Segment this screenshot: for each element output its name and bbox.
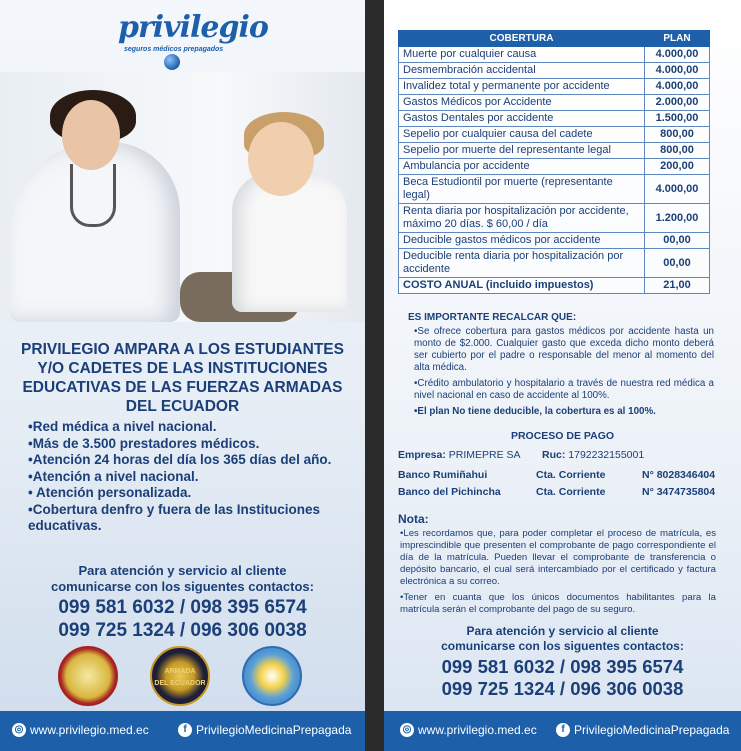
coverage-item: Muerte por cualquier causa (399, 47, 645, 63)
list-item: •Cobertura denfro y fuera de las Instituciones educativas. (28, 501, 321, 533)
list-item: •Atención 24 horas del día los 365 días del año. (28, 452, 332, 467)
coverage-item: Renta diaria por hospitalización por accidente, máximo 20 días. $ 60,00 / día (399, 204, 645, 233)
emblem-text: DEL ECUADOR (154, 680, 206, 687)
footer-bar (0, 711, 365, 751)
plan-value: 800,00 (645, 127, 710, 143)
account-number: N° 3474735804 (642, 486, 716, 498)
total-value: 21,00 (645, 278, 710, 294)
important-list (414, 326, 714, 422)
right-brochure-panel (384, 0, 741, 751)
list-item: •El plan No tiene deducible, la cobertura es al 100%. (414, 406, 656, 417)
empresa-label: Empresa: (398, 449, 446, 461)
list-item: • Atención personalizada. (28, 485, 192, 500)
facebook-link[interactable] (556, 723, 729, 737)
bank-name: Banco Rumiñahui (398, 469, 488, 481)
website-link[interactable] (12, 723, 149, 737)
plan-value: 4.000,00 (645, 79, 710, 95)
plan-value: 200,00 (645, 159, 710, 175)
contact-intro-line: Para atención y servicio al cliente (78, 563, 287, 578)
plan-value: 4.000,00 (645, 47, 710, 63)
account-type: Cta. Corriente (536, 469, 606, 481)
table-row (399, 204, 710, 233)
army-emblem-icon (58, 646, 118, 706)
table-row (399, 95, 710, 111)
table-row (399, 127, 710, 143)
facebook-link[interactable] (178, 723, 351, 737)
nota-title: Nota: (398, 512, 429, 526)
plan-value: 800,00 (645, 143, 710, 159)
coverage-table-body (399, 47, 710, 294)
facebook-text: PrivilegioMedicinaPrepagada (196, 723, 352, 737)
facebook-icon: f (178, 723, 192, 737)
contact-intro (394, 624, 731, 654)
coverage-item: Gastos Dentales por accidente (399, 111, 645, 127)
left-brochure-panel (0, 0, 365, 751)
phone-numbers (10, 596, 355, 642)
logo-wordmark: privilegio (118, 10, 268, 45)
payment-title: PROCESO DE PAGO (510, 430, 615, 442)
table-row (399, 233, 710, 249)
coverage-table (398, 30, 710, 294)
navy-emblem-icon (150, 646, 210, 706)
contact-intro-line: comunicarse con los siguentes contactos: (51, 579, 314, 594)
phone-line: 099 581 6032 / 098 395 6574 (441, 656, 684, 677)
coverage-item: Ambulancia por accidente (399, 159, 645, 175)
coverage-item: Gastos Médicos por Accidente (399, 95, 645, 111)
coverage-item: Deducible renta diaria por hospitalización por accidente (399, 249, 645, 278)
logo-tagline: seguros médicos prepagados (124, 46, 224, 53)
doctor-child-photo (0, 72, 365, 322)
empresa-row (398, 449, 521, 463)
website-text: www.privilegio.med.ec (418, 723, 537, 737)
table-row (399, 111, 710, 127)
plan-value: 1.200,00 (645, 204, 710, 233)
nota-list (400, 528, 716, 620)
coverage-item: Sepelio por muerte del representante legal (399, 143, 645, 159)
total-row (399, 278, 710, 294)
footer-bar (384, 711, 741, 751)
total-label: COSTO ANUAL (incluido impuestos) (399, 278, 645, 294)
table-header-row (399, 31, 710, 47)
phone-numbers (390, 656, 735, 700)
list-item: •Se ofrece cobertura para gastos médicos por accidente hasta un monto de $2.000. Cualquier gasto que exceda dicho monto deberá ser cubierto por el padre o responsable del menor al momento del alta médica. (414, 326, 714, 373)
column-header-cobertura: COBERTURA (399, 31, 645, 47)
coverage-item: Invalidez total y permanente por accidente (399, 79, 645, 95)
important-title: ES IMPORTANTE RECALCAR QUE: (408, 312, 577, 323)
contact-intro-line: Para atención y servicio al cliente (466, 624, 659, 638)
table-row (399, 143, 710, 159)
list-item: •Red médica a nivel nacional. (28, 419, 217, 434)
website-link[interactable] (400, 723, 537, 737)
institution-emblems (52, 646, 322, 706)
contact-intro (20, 563, 345, 595)
globe-icon: ◎ (400, 723, 414, 737)
plan-value: 00,00 (645, 233, 710, 249)
globe-icon: ◎ (12, 723, 26, 737)
plan-value: 2.000,00 (645, 95, 710, 111)
table-row (399, 47, 710, 63)
list-item: •Crédito ambulatorio y hospitalario a través de nuestra red médica a nivel nacional en caso de accidente al 100%. (414, 378, 714, 401)
benefits-list (28, 419, 353, 535)
table-row (399, 175, 710, 204)
account-type: Cta. Corriente (536, 486, 606, 498)
list-item: •Tener en cuanta que los únicos documentos habilitantes para la matrícula serán el comprobante del pago de su seguro. (400, 592, 716, 615)
list-item: •Más de 3.500 prestadores médicos. (28, 435, 260, 451)
contact-intro-line: comunicarse con los siguentes contactos: (441, 639, 684, 653)
coverage-item: Beca Estudiontil por muerte (representante legal) (399, 175, 645, 204)
table-row (399, 79, 710, 95)
air-force-emblem-icon (242, 646, 302, 706)
empresa-value: PRIMEPRE SA (448, 449, 521, 461)
facebook-icon: f (556, 723, 570, 737)
plan-value: 4.000,00 (645, 63, 710, 79)
list-item: •Atención a nivel nacional. (28, 468, 199, 484)
table-row (399, 63, 710, 79)
phone-line: 099 581 6032 / 098 395 6574 (58, 597, 307, 618)
list-item: •Les recordamos que, para poder completar el proceso de matrícula, es imprescindible que presenten el comprobante de pago correspondiente el día de la matrícula. Pueden llevar el comprobante de transferencia o depósito bancario, el cual será intercambiado por el certificado y factura electrónica a su correo. (400, 528, 716, 587)
coverage-item: Deducible gastos médicos por accidente (399, 233, 645, 249)
emblem-text: ARMADA (164, 668, 196, 675)
table-row (399, 159, 710, 175)
globe-icon (164, 54, 180, 70)
website-text: www.privilegio.med.ec (30, 723, 149, 737)
headline: PRIVILEGIO AMPARA A LOS ESTUDIANTES Y/O CADETES DE LAS INSTITUCIONES EDUCATIVAS DE LAS FUERZAS ARMADAS DEL ECUADOR (21, 341, 344, 415)
plan-value: 4.000,00 (645, 175, 710, 204)
column-header-plan: PLAN (645, 31, 710, 47)
ruc-row (542, 449, 644, 463)
coverage-item: Desmembración accidental (399, 63, 645, 79)
facebook-text: PrivilegioMedicinaPrepagada (574, 723, 730, 737)
plan-value: 1.500,00 (645, 111, 710, 127)
phone-line: 099 725 1324 / 096 306 0038 (58, 620, 307, 641)
bank-name: Banco del Pichincha (398, 486, 501, 498)
account-number: N° 8028346404 (642, 469, 716, 481)
table-row (399, 249, 710, 278)
phone-line: 099 725 1324 / 096 306 0038 (441, 678, 684, 699)
coverage-item: Sepelio por cualquier causa del cadete (399, 127, 645, 143)
privilegio-logo (118, 8, 268, 70)
plan-value: 00,00 (645, 249, 710, 278)
ruc-value: 1792232155001 (568, 449, 645, 461)
ruc-label: Ruc: (542, 449, 566, 461)
panel-divider (365, 0, 384, 751)
